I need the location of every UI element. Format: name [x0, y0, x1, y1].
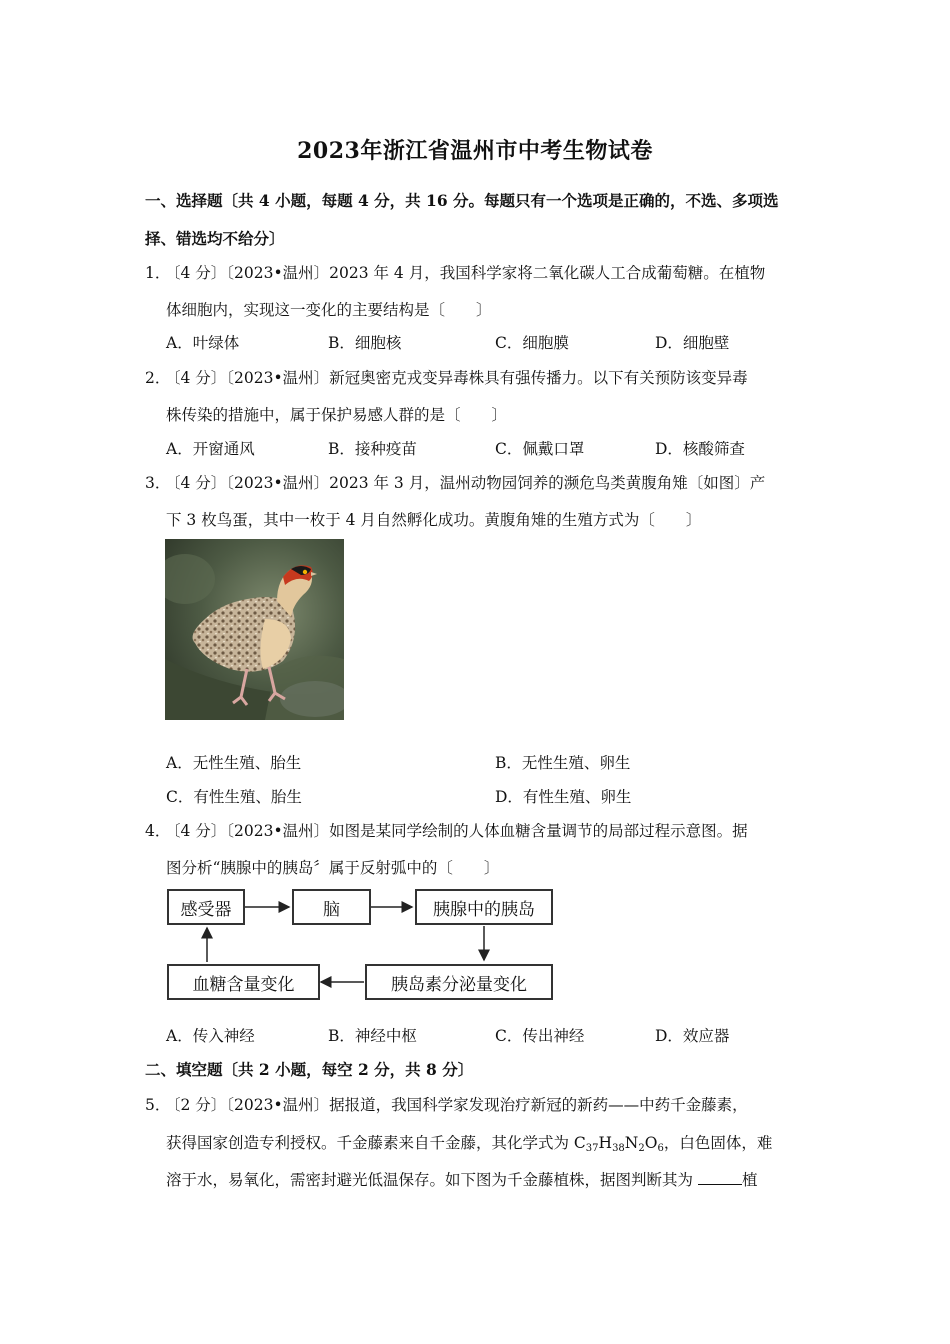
question-3 — [145, 471, 765, 493]
box-receptor: 感受器 — [167, 889, 245, 925]
formula-o: O — [644, 1134, 658, 1152]
question-3-line2: 下 3 枚鸟蛋，其中一枚于 4 月自然孵化成功。黄腹角雉的生殖方式为〔 〕 — [166, 511, 702, 529]
formula-sub-n: 2 — [638, 1143, 645, 1154]
question-5 — [145, 1093, 748, 1115]
formula-n: N — [624, 1134, 639, 1152]
line3-tail: 植 — [741, 1171, 758, 1189]
section2-heading: 二、填空题〔共 2 小题，每空 2 分，共 8 分〕 — [145, 1060, 474, 1079]
question-2-line2: 株传染的措施中，属于保护易感人群的是〔 〕 — [166, 406, 508, 424]
question-text: 〔4 分〕〔2023•温州〕如图是某同学绘制的人体血糖含量调节的局部过程示意图。据 — [165, 822, 748, 840]
blood-sugar-regulation-diagram — [165, 886, 557, 1004]
question-4 — [145, 819, 748, 841]
q3-option-d[interactable]: D．有性生殖、卵生 — [495, 788, 632, 806]
formula-sub-h: 38 — [612, 1143, 625, 1154]
question-5-line3 — [166, 1168, 757, 1190]
q1-option-a[interactable]: A．叶绿体 — [166, 334, 240, 352]
q1-option-b[interactable]: B．细胞核 — [328, 334, 402, 352]
box-pancreatic-islet: 胰腺中的胰岛 — [415, 889, 553, 925]
q1-option-d[interactable]: D．细胞壁 — [655, 334, 730, 352]
formula-intro: 获得国家创造专利授权。千金藤素来自千金藤，其化学式为 C — [166, 1134, 586, 1152]
q2-option-c[interactable]: C．佩戴口罩 — [495, 440, 585, 458]
q3-option-b[interactable]: B．无性生殖、卵生 — [495, 754, 631, 772]
formula-sub-c: 37 — [585, 1143, 599, 1154]
page-title: 2023年浙江省温州市中考生物试卷 — [297, 138, 653, 164]
q3-option-c[interactable]: C．有性生殖、胎生 — [166, 788, 302, 806]
line3-text: 溶于水，易氧化，需密封避光低温保存。如下图为千金藤植株，据图判断其为 — [166, 1171, 698, 1189]
question-number: 2． — [145, 369, 171, 387]
box-insulin-secretion: 胰岛素分泌量变化 — [365, 964, 553, 1000]
question-2 — [145, 366, 748, 388]
question-text: 〔4 分〕〔2023•温州〕新冠奥密克戎变异毒株具有强传播力。以下有关预防该变异毒 — [165, 369, 748, 387]
formula-tail: ，白色固体，难 — [663, 1134, 773, 1152]
question-number: 3． — [145, 474, 171, 492]
question-1 — [145, 261, 765, 283]
pheasant-photo — [165, 539, 344, 720]
q1-option-c[interactable]: C．细胞膜 — [495, 334, 569, 352]
q4-option-b[interactable]: B．神经中枢 — [328, 1027, 417, 1045]
formula-sub-o: 6 — [657, 1143, 664, 1154]
question-number: 1． — [145, 264, 171, 282]
question-5-line2 — [166, 1131, 772, 1154]
q2-option-d[interactable]: D．核酸筛查 — [655, 440, 745, 458]
answer-blank[interactable] — [698, 1170, 742, 1185]
question-number: 5． — [145, 1096, 171, 1114]
question-text: 〔4 分〕〔2023•温州〕2023 年 3 月，温州动物园饲养的濒危鸟类黄腹角雉〔如图〕产 — [165, 474, 766, 492]
question-4-line2: 图分析“胰腺中的胰岛〞属于反射弧中的〔 〕 — [166, 859, 500, 877]
pheasant-illustration — [165, 539, 344, 720]
q4-option-d[interactable]: D．效应器 — [655, 1027, 730, 1045]
q4-option-a[interactable]: A．传入神经 — [166, 1027, 255, 1045]
box-brain: 脑 — [292, 889, 371, 925]
q3-option-a[interactable]: A．无性生殖、胎生 — [166, 754, 302, 772]
question-text: 〔2 分〕〔2023•温州〕据报道，我国科学家发现治疗新冠的新药——中药千金藤素， — [165, 1096, 748, 1114]
question-text: 〔4 分〕〔2023•温州〕2023 年 4 月，我国科学家将二氧化碳人工合成葡萄糖。在植物 — [165, 264, 766, 282]
q2-option-a[interactable]: A．开窗通风 — [166, 440, 255, 458]
formula-h: H — [598, 1134, 613, 1152]
question-1-line2: 体细胞内，实现这一变化的主要结构是〔 〕 — [166, 301, 492, 319]
section1-heading-line2: 择、错选均不给分〕 — [145, 229, 285, 248]
q2-option-b[interactable]: B．接种疫苗 — [328, 440, 417, 458]
q4-option-c[interactable]: C．传出神经 — [495, 1027, 585, 1045]
question-number: 4． — [145, 822, 171, 840]
section1-heading-line1: 一、选择题〔共 4 小题，每题 4 分，共 16 分。每题只有一个选项是正确的，不选、多项选 — [145, 191, 779, 210]
box-blood-glucose: 血糖含量变化 — [167, 964, 320, 1000]
